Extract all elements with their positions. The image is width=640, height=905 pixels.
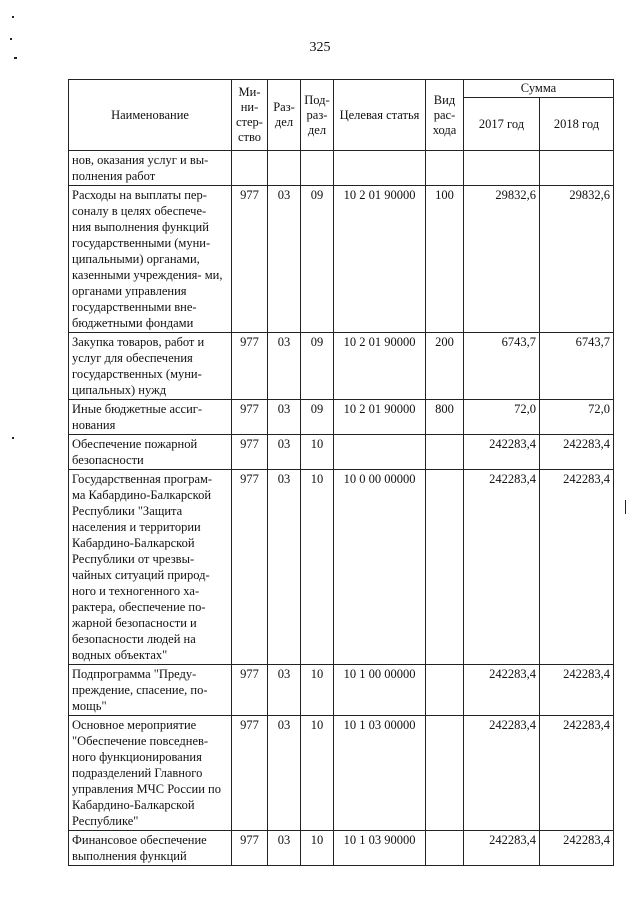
row-type (426, 435, 464, 470)
row-section: 03 (268, 716, 301, 831)
header-ministry: Ми- ни- стер- ство (232, 80, 268, 151)
row-ministry (232, 151, 268, 186)
row-target (334, 435, 426, 470)
header-target: Целевая статья (334, 80, 426, 151)
row-target: 10 0 00 00000 (334, 470, 426, 665)
row-type (426, 665, 464, 716)
row-name: Закупка товаров, работ и услуг для обеспечения государственных (муни- ципальных) нужд (69, 333, 232, 400)
row-2017: 242283,4 (464, 470, 540, 665)
row-target: 10 1 00 00000 (334, 665, 426, 716)
row-ministry: 977 (232, 470, 268, 665)
row-2018: 242283,4 (540, 435, 614, 470)
table-row (69, 470, 614, 665)
table-row (69, 186, 614, 333)
header-year-2018: 2018 год (540, 98, 614, 151)
row-subsection: 09 (301, 400, 334, 435)
row-type (426, 831, 464, 866)
table-row (69, 151, 614, 186)
row-subsection: 09 (301, 333, 334, 400)
table-row (69, 665, 614, 716)
row-type (426, 470, 464, 665)
header-name: Наименование (69, 80, 232, 151)
row-2017: 6743,7 (464, 333, 540, 400)
row-subsection: 10 (301, 665, 334, 716)
header-type: Вид рас- хода (426, 80, 464, 151)
row-2018: 242283,4 (540, 665, 614, 716)
row-subsection: 10 (301, 470, 334, 665)
row-target: 10 1 03 00000 (334, 716, 426, 831)
row-2018: 242283,4 (540, 470, 614, 665)
row-2018 (540, 151, 614, 186)
row-2017: 29832,6 (464, 186, 540, 333)
row-subsection: 09 (301, 186, 334, 333)
row-name: Финансовое обеспечение выполнения функций (69, 831, 232, 866)
row-ministry: 977 (232, 716, 268, 831)
row-target (334, 151, 426, 186)
table-header (69, 80, 614, 151)
row-2017: 72,0 (464, 400, 540, 435)
row-section (268, 151, 301, 186)
row-ministry: 977 (232, 665, 268, 716)
page-number: 325 (309, 40, 331, 55)
row-section: 03 (268, 470, 301, 665)
row-ministry: 977 (232, 435, 268, 470)
row-section: 03 (268, 333, 301, 400)
row-target: 10 2 01 90000 (334, 333, 426, 400)
header-sum: Сумма (464, 80, 614, 98)
row-subsection: 10 (301, 831, 334, 866)
row-2018: 72,0 (540, 400, 614, 435)
table-row (69, 435, 614, 470)
row-2018: 29832,6 (540, 186, 614, 333)
row-type (426, 151, 464, 186)
row-type: 200 (426, 333, 464, 400)
row-type (426, 716, 464, 831)
row-ministry: 977 (232, 400, 268, 435)
row-section: 03 (268, 186, 301, 333)
scan-edge-mark (625, 500, 626, 514)
row-2018: 242283,4 (540, 831, 614, 866)
header-section: Раз- дел (268, 80, 301, 151)
table-row (69, 716, 614, 831)
budget-table (68, 79, 614, 866)
table-row (69, 333, 614, 400)
row-section: 03 (268, 435, 301, 470)
row-2018: 242283,4 (540, 716, 614, 831)
row-name: Подпрограмма "Преду- преждение, спасение, по- мощь" (69, 665, 232, 716)
row-2018: 6743,7 (540, 333, 614, 400)
row-subsection (301, 151, 334, 186)
row-subsection: 10 (301, 716, 334, 831)
row-name: Обеспечение пожарной безопасности (69, 435, 232, 470)
row-2017 (464, 151, 540, 186)
row-2017: 242283,4 (464, 435, 540, 470)
row-ministry: 977 (232, 333, 268, 400)
row-section: 03 (268, 831, 301, 866)
table-body (69, 151, 614, 866)
header-year-2017: 2017 год (464, 98, 540, 151)
row-2017: 242283,4 (464, 716, 540, 831)
table-row (69, 831, 614, 866)
row-section: 03 (268, 400, 301, 435)
table-row (69, 400, 614, 435)
row-name: Государственная програм- ма Кабардино-Балкарской Республики "Защита населения и территории Кабардино-Балкарской Республики от чрезвы- чайных ситуаций природ- ного и техногенного ха- рактера, обеспечение по- жарной безопасности и безопасности людей на водных объектах" (69, 470, 232, 665)
row-name: Расходы на выплаты пер- соналу в целях обеспече- ния выполнения функций государственными (муни- ципальными) органами, казенными учреждения- ми, органами управления государственными вне- бюджетными фондами (69, 186, 232, 333)
row-name: нов, оказания услуг и вы- полнения работ (69, 151, 232, 186)
row-name: Иные бюджетные ассиг- нования (69, 400, 232, 435)
row-ministry: 977 (232, 831, 268, 866)
header-subsection: Под- раз- дел (301, 80, 334, 151)
row-subsection: 10 (301, 435, 334, 470)
row-section: 03 (268, 665, 301, 716)
row-type: 100 (426, 186, 464, 333)
row-ministry: 977 (232, 186, 268, 333)
row-type: 800 (426, 400, 464, 435)
row-2017: 242283,4 (464, 831, 540, 866)
row-target: 10 2 01 90000 (334, 400, 426, 435)
row-name: Основное мероприятие "Обеспечение повседнев- ного функционирования подразделений Главного управления МЧС России по Кабардино-Балкарской Республике" (69, 716, 232, 831)
row-2017: 242283,4 (464, 665, 540, 716)
row-target: 10 1 03 90000 (334, 831, 426, 866)
row-target: 10 2 01 90000 (334, 186, 426, 333)
